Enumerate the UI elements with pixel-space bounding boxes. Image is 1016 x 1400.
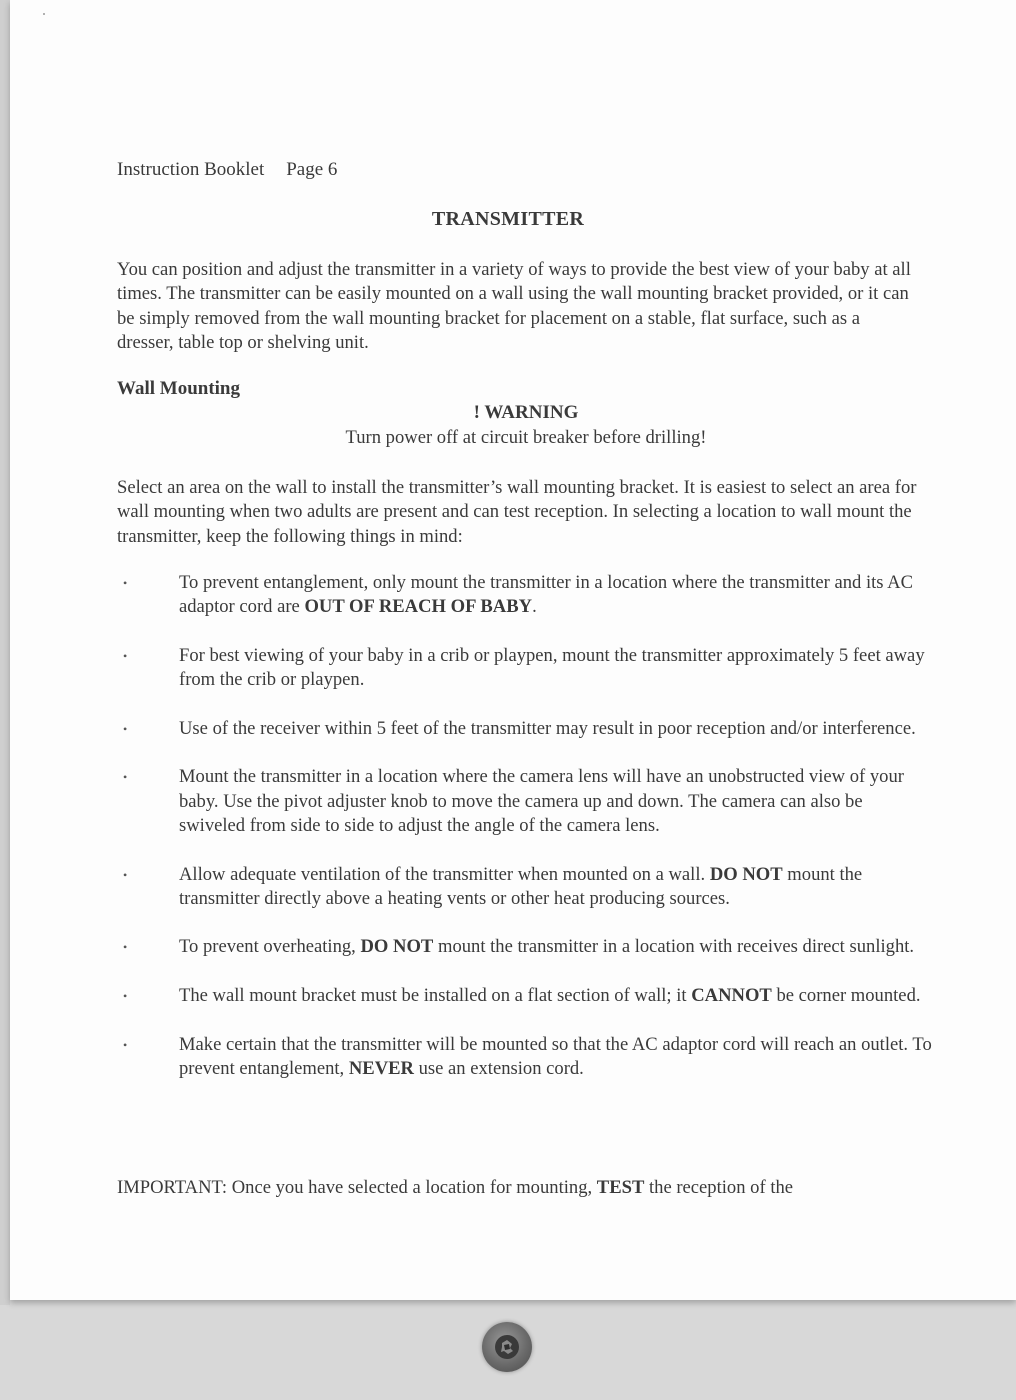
list-item-text-end: be corner mounted. — [771, 985, 921, 1007]
scanner-edge — [0, 0, 10, 1305]
list-item-text: Mount the transmitter in a location where the camera lens will have an unobstructed view of your baby. Use the pivot adjuster knob to move the camera up and down. The camera can also be swiveled from side to side to adjust the angle of the camera lens. — [179, 766, 904, 836]
list-item-text: Allow adequate ventilation of the transmitter when mounted on a wall. — [179, 863, 710, 885]
page-number: Page 6 — [286, 159, 338, 180]
list-item-text: Use of the receiver within 5 feet of the transmitter may result in poor reception and/or interference. — [179, 717, 916, 739]
list-item-text: Make certain that the transmitter will be mounted so that the AC adaptor cord will reach an outlet. To prevent entanglement, — [179, 1033, 932, 1079]
bullet-icon: • — [123, 1037, 128, 1052]
list-item — [117, 984, 932, 1008]
bullet-icon: • — [123, 576, 128, 590]
intro-paragraph: You can position and adjust the transmitter in a variety of ways to provide the best view of your baby at all times. The transmitter can be easily mounted on a wall using the wall mounting bracket provided, or it can be simply removed from the wall mounting bracket for placement on a stable, flat surface, such as a dresser, table top or shelving unit. — [117, 259, 911, 353]
list-item-text-end: mount the transmitter in a location with receives direct sunlight. — [433, 936, 915, 958]
bullet-icon: • — [123, 648, 128, 663]
bullet-icon: • — [123, 770, 128, 785]
wall-mounting-heading: Wall Mounting — [117, 378, 240, 399]
list-item-emphasis: DO NOT — [709, 863, 783, 885]
bullet-icon: • — [123, 989, 128, 1004]
list-item-text: For best viewing of your baby in a crib or playpen, mount the transmitter approximately 5 feet away from the crib or playpen. — [179, 644, 925, 691]
important-note — [117, 1176, 937, 1200]
booklet-label: Instruction Booklet — [117, 159, 265, 180]
list-item-text: To prevent entanglement, only mount the transmitter in a location where the transmitter and its AC adaptor cord are — [179, 572, 913, 618]
list-item — [117, 644, 932, 693]
important-emphasis: TEST — [596, 1177, 645, 1198]
list-item — [117, 571, 932, 620]
list-item-text: The wall mount bracket must be installed on a flat section of wall; it — [179, 985, 692, 1007]
page-header — [117, 159, 337, 181]
list-item — [117, 935, 932, 959]
select-location-paragraph: Select an area on the wall to install the transmitter’s wall mounting bracket. It is easiest to select an area for wall mounting when two adults are present and can test reception. In selecting a location to wall mount the transmitter, keep the following things in mind: — [117, 477, 917, 547]
list-item-text-end: mount the transmitter directly above a heating vents or other heat producing sources. — [179, 863, 863, 909]
screw-slot-icon — [495, 1335, 519, 1359]
list-item-emphasis: CANNOT — [691, 985, 772, 1007]
binder-screw-head — [495, 1335, 519, 1359]
list-item — [117, 765, 932, 838]
warning-title: ! WARNING — [473, 402, 579, 423]
important-text: IMPORTANT: Once you have selected a location for mounting, — [117, 1177, 597, 1198]
scan-speck — [43, 13, 45, 15]
important-text-end: the reception of the — [644, 1177, 794, 1198]
binder-screw-icon — [482, 1322, 532, 1372]
list-item — [117, 717, 932, 741]
list-item-emphasis: DO NOT — [360, 936, 434, 958]
list-item — [117, 863, 932, 912]
list-item-text: To prevent overheating, — [179, 936, 361, 958]
list-item-text-end: use an extension cord. — [413, 1057, 584, 1079]
bullet-icon: • — [123, 721, 128, 736]
list-item-emphasis: OUT OF REACH OF BABY — [304, 596, 533, 618]
section-title: TRANSMITTER — [431, 208, 585, 230]
warning-text: Turn power off at circuit breaker before drilling! — [345, 427, 707, 448]
list-item-text-end: . — [532, 596, 537, 618]
list-item — [117, 1033, 932, 1082]
list-item-emphasis: NEVER — [348, 1057, 414, 1079]
bullet-icon: • — [123, 867, 128, 882]
bullet-icon: • — [123, 940, 128, 955]
mounting-guidelines-list — [117, 571, 932, 1106]
